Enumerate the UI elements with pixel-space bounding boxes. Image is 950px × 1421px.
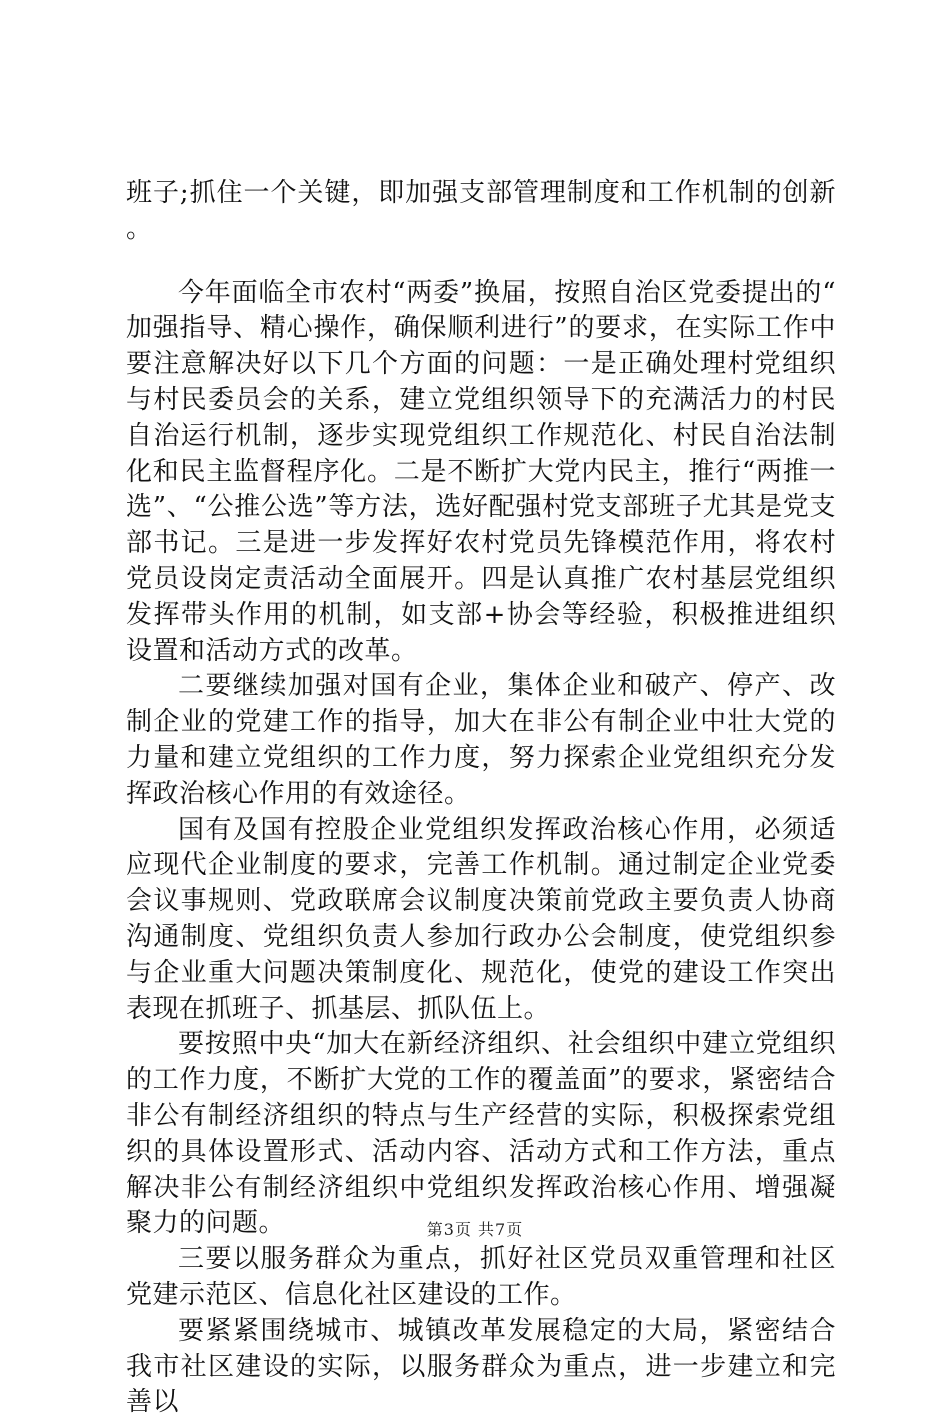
page-number-footer: 第3页 共7页 — [426, 1220, 524, 1239]
paragraph-continuation: 班子;抓住一个关键，即加强支部管理制度和工作机制的创新。 — [126, 178, 836, 244]
paragraph-urban-reform: 要紧紧围绕城市、城镇改革发展稳定的大局，紧密结合我市社区建设的实际，以服务群众为重点，进一步建立和完善以 — [126, 1315, 836, 1418]
paragraph-enterprise-guidance: 二要继续加强对国有企业，集体企业和破产、停产、改制企业的党建工作的指导，加大在非公有制企业中壮大党的力量和建立党组织的工作力度，努力探索企业党组织充分发挥政治核心作用的有效途径。 — [126, 671, 836, 809]
paragraph-new-economic-org: 要按照中央“加大在新经济组织、社会组织中建立党组织的工作力度，不断扩大党的工作的覆盖面”的要求，紧密结合非公有制经济组织的特点与生产经营的实际，积极探索党组织的具体设置形式、活动内容、活动方式和工作方法，重点解决非公有制经济组织中党组织发挥政治核心作用、增强凝聚力的问题。 — [126, 1029, 836, 1239]
paragraph-community-service: 三要以服务群众为重点，抓好社区党员双重管理和社区党建示范区、信息化社区建设的工作。 — [126, 1244, 836, 1310]
paragraph-village-election: 今年面临全市农村“两委”换届，按照自治区党委提出的“加强指导、精心操作，确保顺利进行”的要求，在实际工作中要注意解决好以下几个方面的问题：一是正确处理村党组织与村民委员会的关系，建立党组织领导下的充满活力的村民自治运行机制，逐步实现党组织工作规范化、村民自治法制化和民主监督程序化。二是不断扩大党内民主，推行“两推一选”、“公推公选”等方法，选好配强村党支部班子尤其是党支部书记。三是进一步发挥好农村党员先锋模范作用，将农村党员设岗定责活动全面展开。四是认真推广农村基层党组织发挥带头作用的机制，如支部+协会等经验，积极推进组织设置和活动方式的改革。 — [126, 277, 836, 666]
paragraph-state-enterprise: 国有及国有控股企业党组织发挥政治核心作用，必须适应现代企业制度的要求，完善工作机制。通过制定企业党委会议事规则、党政联席会议制度决策前党政主要负责人协商沟通制度、党组织负责人参加行政办公会制度，使党组织参与企业重大问题决策制度化、规范化，使党的建设工作突出表现在抓班子、抓基层、抓队伍上。 — [126, 814, 836, 1024]
